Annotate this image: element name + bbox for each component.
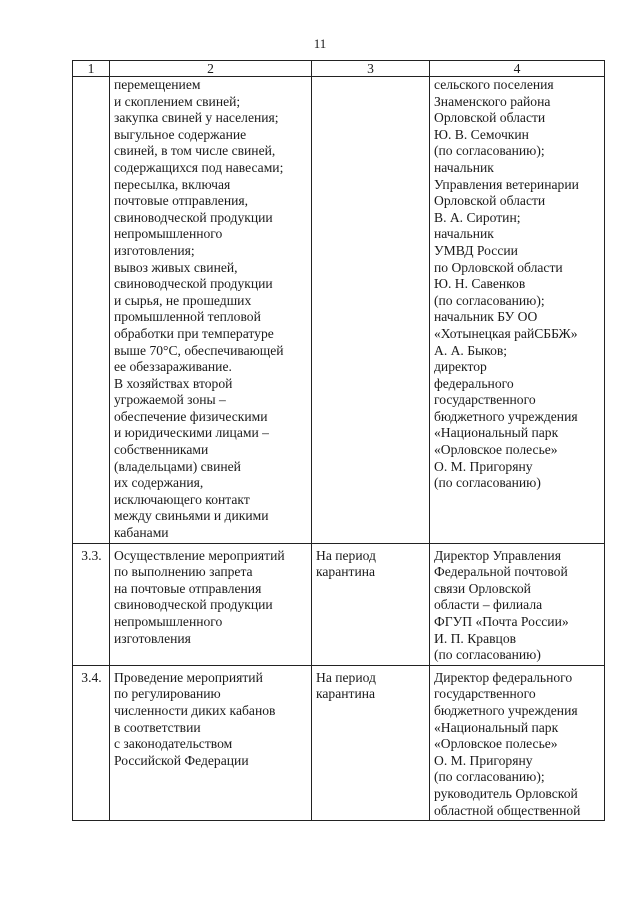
measure-line: свиноводческой продукции xyxy=(114,276,273,292)
responsible-line: О. М. Пригоряну xyxy=(434,458,533,474)
responsible-line: бюджетного учреждения xyxy=(434,702,578,718)
measure-line: по выполнению запрета xyxy=(114,564,253,580)
responsible-line: руководитель Орловской xyxy=(434,785,578,801)
measure-line: по регулированию xyxy=(114,686,221,702)
measure-line: их содержания, xyxy=(114,475,204,491)
measure-line: и юридическими лицами – xyxy=(114,425,269,441)
measure-line: свиноводческой продукции xyxy=(114,597,273,613)
period-line: На период xyxy=(316,669,376,685)
responsible-line: «Орловское полесье» xyxy=(434,442,558,458)
measure-line: непромышленного xyxy=(114,614,223,629)
responsible-line: директор xyxy=(434,359,487,375)
responsible-line: Ю. В. Семочкин xyxy=(434,126,529,142)
responsible-line: Федеральной почтовой xyxy=(434,564,568,580)
responsible-line: (по согласованию) xyxy=(434,475,541,491)
responsible-line: сельского поселения xyxy=(434,77,554,92)
responsible-line: И. П. Кравцов xyxy=(434,630,517,646)
measure-line: свиней, в том числе свиней, xyxy=(114,143,276,159)
table-row xyxy=(73,543,605,665)
item-number-cell: 3.4. xyxy=(73,665,110,820)
measure-line: выше 70°С, обеспечивающей xyxy=(114,342,284,358)
measure-line: численности диких кабанов xyxy=(114,702,276,718)
responsible-line: Орловской области xyxy=(434,110,546,126)
responsible-line: Управления ветеринарии xyxy=(434,176,579,192)
measure-line: изготовления xyxy=(114,630,191,646)
measure-line: Проведение мероприятий xyxy=(114,669,263,685)
measure-line: и сырья, не прошедших xyxy=(114,292,252,308)
responsible-line: В. А. Сиротин; xyxy=(434,209,521,225)
measure-line: В хозяйствах второй xyxy=(114,375,233,391)
measure-line: пересылка, включая xyxy=(114,176,231,192)
measure-cell xyxy=(110,77,312,544)
responsible-line: начальник xyxy=(434,226,494,242)
responsible-line: областной общественной xyxy=(434,802,581,818)
table-header-row xyxy=(73,61,605,77)
measure-line: изготовления; xyxy=(114,242,195,258)
measure-line: собственниками xyxy=(114,442,209,458)
responsible-line: Орловской области xyxy=(434,193,546,209)
item-number-cell xyxy=(73,77,110,544)
header-col-4: 4 xyxy=(430,61,605,77)
measure-line: свиноводческой продукции xyxy=(114,209,273,225)
measure-line: содержащихся под навесами; xyxy=(114,159,284,175)
responsible-line: ФГУП «Почта России» xyxy=(434,614,569,629)
measures-table xyxy=(72,60,605,821)
measure-line: Российской Федерации xyxy=(114,752,249,768)
header-col-1: 1 xyxy=(73,61,110,77)
responsible-line: «Орловское полесье» xyxy=(434,736,558,752)
period-line: На период xyxy=(316,547,376,563)
measure-line: Осуществление мероприятий xyxy=(114,547,285,563)
responsible-line: Знаменского района xyxy=(434,93,551,109)
responsible-cell xyxy=(430,665,605,820)
measure-line: кабанами xyxy=(114,525,169,541)
responsible-line: (по согласованию); xyxy=(434,143,545,159)
period-cell xyxy=(312,77,430,544)
responsible-line: области – филиала xyxy=(434,597,543,613)
measure-line: промышленной тепловой xyxy=(114,309,261,325)
responsible-line: (по согласованию); xyxy=(434,769,545,785)
responsible-line: государственного xyxy=(434,686,536,702)
measure-line: обеспечение физическими xyxy=(114,408,268,424)
responsible-line: Ю. Н. Савенков xyxy=(434,276,526,292)
measure-line: и скоплением свиней; xyxy=(114,93,241,109)
responsible-line: связи Орловской xyxy=(434,580,531,596)
period-line: карантина xyxy=(316,564,376,580)
measure-line: угрожаемой зоны – xyxy=(114,392,226,408)
responsible-line: начальник xyxy=(434,159,494,175)
responsible-line: начальник БУ ОО xyxy=(434,309,538,325)
period-line: карантина xyxy=(316,686,376,702)
measure-line: перемещением xyxy=(114,77,201,92)
header-col-3: 3 xyxy=(312,61,430,77)
item-number-cell: 3.3. xyxy=(73,543,110,665)
page-number: 11 xyxy=(313,36,327,51)
measure-line: между свиньями и дикими xyxy=(114,508,269,524)
table-row xyxy=(73,77,605,544)
responsible-line: (по согласованию); xyxy=(434,292,545,308)
responsible-line: по Орловской области xyxy=(434,259,563,275)
measure-line: с законодательством xyxy=(114,736,233,752)
table-body xyxy=(73,77,605,821)
measure-line: в соответствии xyxy=(114,719,201,735)
responsible-line: (по согласованию) xyxy=(434,647,541,663)
measure-line: выгульное содержание xyxy=(114,126,247,142)
table-row xyxy=(73,665,605,820)
responsible-line: «Национальный парк xyxy=(434,719,559,735)
measure-line: непромышленного xyxy=(114,226,223,242)
responsible-line: бюджетного учреждения xyxy=(434,408,578,424)
measure-line: (владельцами) свиней xyxy=(114,458,241,474)
measure-line: вывоз живых свиней, xyxy=(114,259,238,275)
header-col-2: 2 xyxy=(110,61,312,77)
responsible-line: А. А. Быков; xyxy=(434,342,508,358)
responsible-line: государственного xyxy=(434,392,536,408)
responsible-cell xyxy=(430,77,605,544)
measure-line: на почтовые отправления xyxy=(114,580,262,596)
responsible-line: федерального xyxy=(434,375,514,391)
responsible-cell xyxy=(430,543,605,665)
period-cell xyxy=(312,665,430,820)
measure-cell xyxy=(110,665,312,820)
measure-cell xyxy=(110,543,312,665)
responsible-line: «Национальный парк xyxy=(434,425,559,441)
responsible-line: О. М. Пригоряну xyxy=(434,752,533,768)
responsible-line: УМВД России xyxy=(434,242,518,258)
measure-line: обработки при температуре xyxy=(114,325,274,341)
responsible-line: Директор Управления xyxy=(434,547,561,563)
measure-line: исключающего контакт xyxy=(114,491,250,507)
measure-line: почтовые отправления, xyxy=(114,193,249,209)
measure-line: закупка свиней у населения; xyxy=(114,110,279,126)
period-cell xyxy=(312,543,430,665)
responsible-line: «Хотынецкая райСББЖ» xyxy=(434,325,578,341)
responsible-line: Директор федерального xyxy=(434,669,573,685)
measure-line: ее обеззараживание. xyxy=(114,359,232,375)
